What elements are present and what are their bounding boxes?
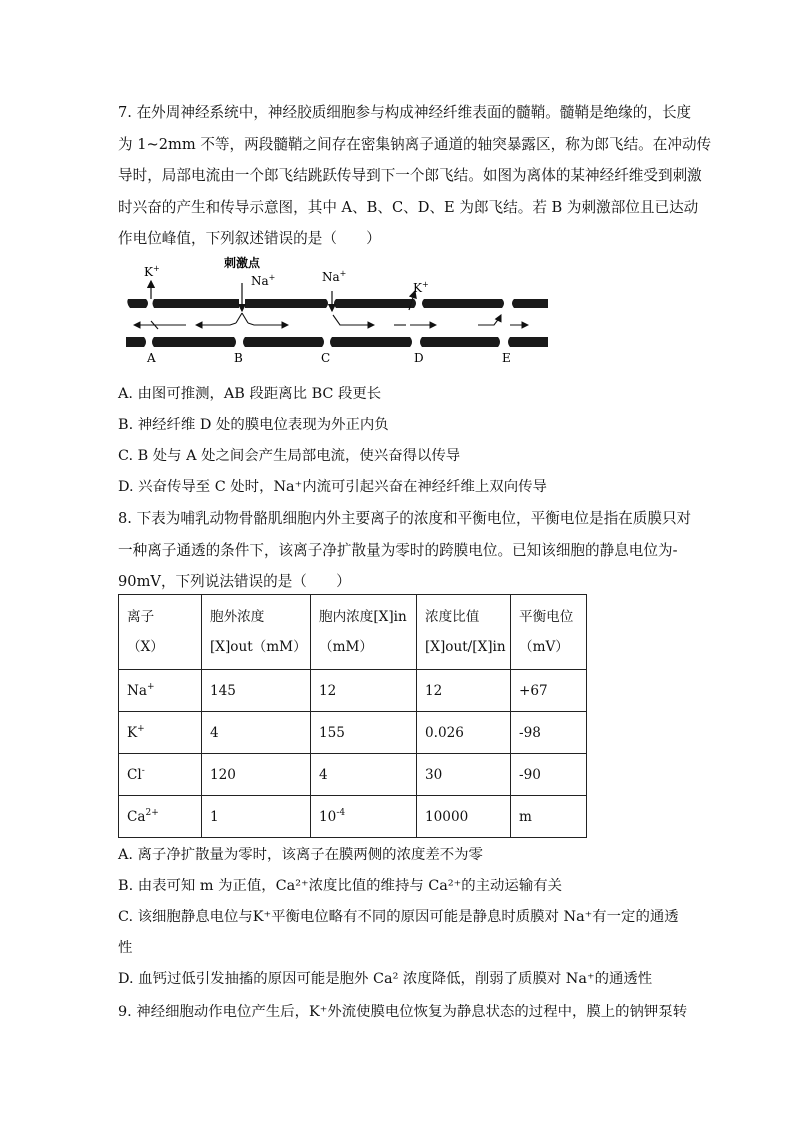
in-cell: $10^{-4}$ [311, 796, 417, 838]
table-row [119, 754, 587, 796]
eq-cell: m [511, 796, 587, 838]
question-8-stem [118, 503, 692, 598]
table-row [119, 712, 587, 754]
out-cell: 120 [202, 754, 311, 796]
q7-option-d: D. 兴奋传导至 C 处时，Na⁺内流可引起兴奋在神经纤维上双向传导 [118, 479, 547, 495]
ion-cell: Cl- [119, 754, 202, 796]
table-row [119, 796, 587, 838]
header-cell: 平衡电位 （mV） [511, 595, 587, 670]
potassium-label-d: K+ [413, 280, 429, 295]
q8-option-b: B. 由表可知 m 为正值，Ca²⁺浓度比值的维持与 Ca²⁺的主动运输有关 [118, 878, 562, 894]
nerve-fiber-diagram [118, 255, 548, 367]
q7-option-c: C. B 处与 A 处之间会产生局部电流，使兴奋得以传导 [118, 448, 461, 464]
table-row [119, 670, 587, 712]
header-cell: 胞外浓度 [X]out（mM） [202, 595, 311, 670]
q7-option-a: A. 由图可推测，AB 段距离比 BC 段更长 [118, 386, 382, 402]
q7-line: 导时，局部电流由一个郎飞结跳跃传导到下一个郎飞结。如图为离体的某神经纤维受到刺激 [118, 167, 702, 184]
ion-cell: K+ [119, 712, 202, 754]
header-cell: 胞内浓度[X]in （mM） [311, 595, 417, 670]
q8-option-c: C. 该细胞静息电位与K⁺平衡电位略有不同的原因可能是静息时质膜对 Na⁺有一定的通透 [118, 909, 679, 925]
node-label-e: E [502, 351, 511, 365]
q7-option-b: B. 神经纤维 D 处的膜电位表现为外正内负 [118, 417, 389, 433]
stimulus-point-label: 刺激点 [224, 256, 261, 270]
q7-line: 为 1~2mm 不等，两段髓鞘之间存在密集钠离子通道的轴突暴露区，称为郎飞结。在冲动传 [118, 135, 712, 153]
upper-myelin-sheath [127, 299, 548, 308]
out-cell: 145 [202, 670, 311, 712]
in-cell: 155 [311, 712, 417, 754]
question-7-stem [118, 97, 712, 255]
q7-line: 作电位峰值，下列叙述错误的是（ ） [118, 230, 381, 247]
out-cell: 1 [202, 796, 311, 838]
q8-line: 90mV，下列说法错误的是（ ） [118, 573, 351, 590]
node-label-b: B [234, 351, 243, 365]
q8-option-c-continued: 性 [118, 940, 133, 956]
in-cell: 4 [311, 754, 417, 796]
q8-line: 8. 下表为哺乳动物骨骼肌细胞内外主要离子的浓度和平衡电位，平衡电位是指在质膜只对 [118, 510, 692, 527]
local-current-arrows [134, 313, 528, 329]
ion-cell: Na+ [119, 670, 202, 712]
potassium-label: K+ [144, 264, 160, 279]
question-9-stem: 9. 神经细胞动作电位产生后，K⁺外流使膜电位恢复为静息状态的过程中，膜上的钠钾泵转 [118, 1004, 688, 1020]
eq-cell: -90 [511, 754, 587, 796]
ratio-cell: 30 [417, 754, 511, 796]
lower-myelin-sheath [126, 337, 548, 347]
q8-line: 一种离子通透的条件下，该离子净扩散量为零时的跨膜电位。已知该细胞的静息电位为- [118, 541, 678, 559]
out-cell: 4 [202, 712, 311, 754]
ratio-cell: 0.026 [417, 712, 511, 754]
q8-option-a: A. 离子净扩散量为零时，该离子在膜两侧的浓度差不为零 [118, 847, 483, 863]
node-label-c: C [321, 351, 331, 365]
q7-line: 7. 在外周神经系统中，神经胶质细胞参与构成神经纤维表面的髓鞘。髓鞘是绝缘的，长度 [118, 104, 692, 121]
eq-cell: -98 [511, 712, 587, 754]
ratio-cell: 12 [417, 670, 511, 712]
sodium-label-b: Na+ [251, 273, 276, 288]
q8-option-d: D. 血钙过低引发抽搐的原因可能是胞外 Ca² 浓度降低，削弱了质膜对 Na⁺的通透性 [118, 971, 653, 987]
node-label-d: D [414, 351, 424, 365]
ion-cell: $Ca^{2+}$ [119, 796, 202, 838]
node-label-a: A [147, 351, 156, 365]
header-cell: 浓度比值 [X]out/[X]in [417, 595, 511, 670]
table-header-row [119, 595, 587, 670]
eq-cell: +67 [511, 670, 587, 712]
ion-concentration-table [118, 594, 587, 838]
header-cell: 离子 （X） [119, 595, 202, 670]
ratio-cell: 10000 [417, 796, 511, 838]
sodium-label-c: Na+ [322, 269, 347, 284]
q7-line: 时兴奋的产生和传导示意图，其中 A、B、C、D、E 为郎飞结。若 B 为刺激部位且已达动 [118, 198, 699, 216]
in-cell: 12 [311, 670, 417, 712]
